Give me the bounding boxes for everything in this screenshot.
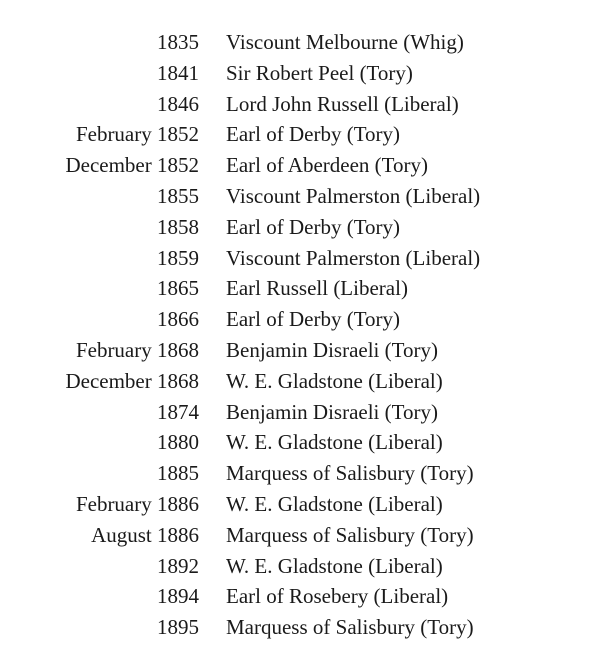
prime-ministers-list bbox=[0, 27, 600, 643]
list-item bbox=[0, 458, 600, 489]
list-item-name: Lord John Russell (Liberal) bbox=[226, 91, 459, 116]
list-item bbox=[0, 304, 600, 335]
list-item-name: Viscount Palmerston (Liberal) bbox=[226, 183, 481, 208]
list-item-name: Marquess of Salisbury (Tory) bbox=[226, 522, 474, 547]
list-item-name: Marquess of Salisbury (Tory) bbox=[226, 461, 474, 486]
list-item-date: February 1852 bbox=[75, 122, 199, 147]
list-item bbox=[0, 273, 600, 304]
list-item bbox=[0, 520, 600, 551]
list-item-name: Viscount Melbourne (Whig) bbox=[226, 30, 464, 54]
list-item-name: Viscount Palmerston (Liberal) bbox=[226, 245, 481, 270]
list-item-name: W. E. Gladstone (Liberal) bbox=[226, 430, 443, 455]
list-item-date: 1880 bbox=[157, 430, 199, 455]
list-item bbox=[0, 58, 600, 89]
list-item bbox=[0, 27, 600, 58]
list-item-date: 1846 bbox=[157, 91, 199, 116]
list-item-date: 1841 bbox=[157, 60, 199, 85]
list-item bbox=[0, 366, 600, 397]
list-item bbox=[0, 427, 600, 458]
list-item-date: December 1852 bbox=[65, 153, 199, 178]
list-item bbox=[0, 612, 600, 643]
list-item bbox=[0, 181, 600, 212]
list-item-name: W. E. Gladstone (Liberal) bbox=[226, 553, 443, 578]
list-item-date: February 1868 bbox=[75, 337, 199, 362]
list-item-name: Earl of Rosebery (Liberal) bbox=[226, 584, 449, 609]
list-item-name: Earl of Derby (Tory) bbox=[226, 214, 401, 239]
list-item bbox=[0, 581, 600, 612]
list-item-date: 1866 bbox=[157, 307, 199, 332]
list-item-date: August 1886 bbox=[91, 522, 199, 547]
list-item-date: 1858 bbox=[157, 214, 199, 239]
list-item-name: Earl of Derby (Tory) bbox=[226, 122, 401, 147]
list-item-date: December 1868 bbox=[65, 368, 199, 393]
list-item-name: Earl Russell (Liberal) bbox=[226, 276, 408, 301]
list-item-name: W. E. Gladstone (Liberal) bbox=[226, 368, 443, 393]
list-item-date: 1874 bbox=[157, 399, 199, 424]
list-item-name: Sir Robert Peel (Tory) bbox=[226, 60, 413, 85]
list-item bbox=[0, 119, 600, 150]
list-item bbox=[0, 212, 600, 243]
list-item-name: Marquess of Salisbury (Tory) bbox=[226, 615, 474, 640]
list-item-date: 1835 bbox=[157, 30, 199, 54]
list-item-name: Benjamin Disraeli (Tory) bbox=[226, 399, 438, 424]
list-item-date: February 1886 bbox=[75, 491, 199, 516]
list-item bbox=[0, 89, 600, 120]
list-item-name: Earl of Aberdeen (Tory) bbox=[226, 153, 429, 178]
list-item bbox=[0, 150, 600, 181]
list-item-name: Benjamin Disraeli (Tory) bbox=[226, 337, 438, 362]
list-item bbox=[0, 551, 600, 582]
list-item-date: 1895 bbox=[157, 615, 199, 640]
list-item bbox=[0, 335, 600, 366]
list-item-date: 1894 bbox=[157, 584, 199, 609]
list-item bbox=[0, 397, 600, 428]
list-item-date: 1855 bbox=[157, 183, 199, 208]
list-item-name: Earl of Derby (Tory) bbox=[226, 307, 401, 332]
list-item-name: W. E. Gladstone (Liberal) bbox=[226, 491, 443, 516]
list-item-date: 1865 bbox=[157, 276, 199, 301]
list-item bbox=[0, 243, 600, 274]
list-item-date: 1892 bbox=[157, 553, 199, 578]
list-item bbox=[0, 489, 600, 520]
list-item-date: 1885 bbox=[157, 461, 199, 486]
list-item-date: 1859 bbox=[157, 245, 199, 270]
